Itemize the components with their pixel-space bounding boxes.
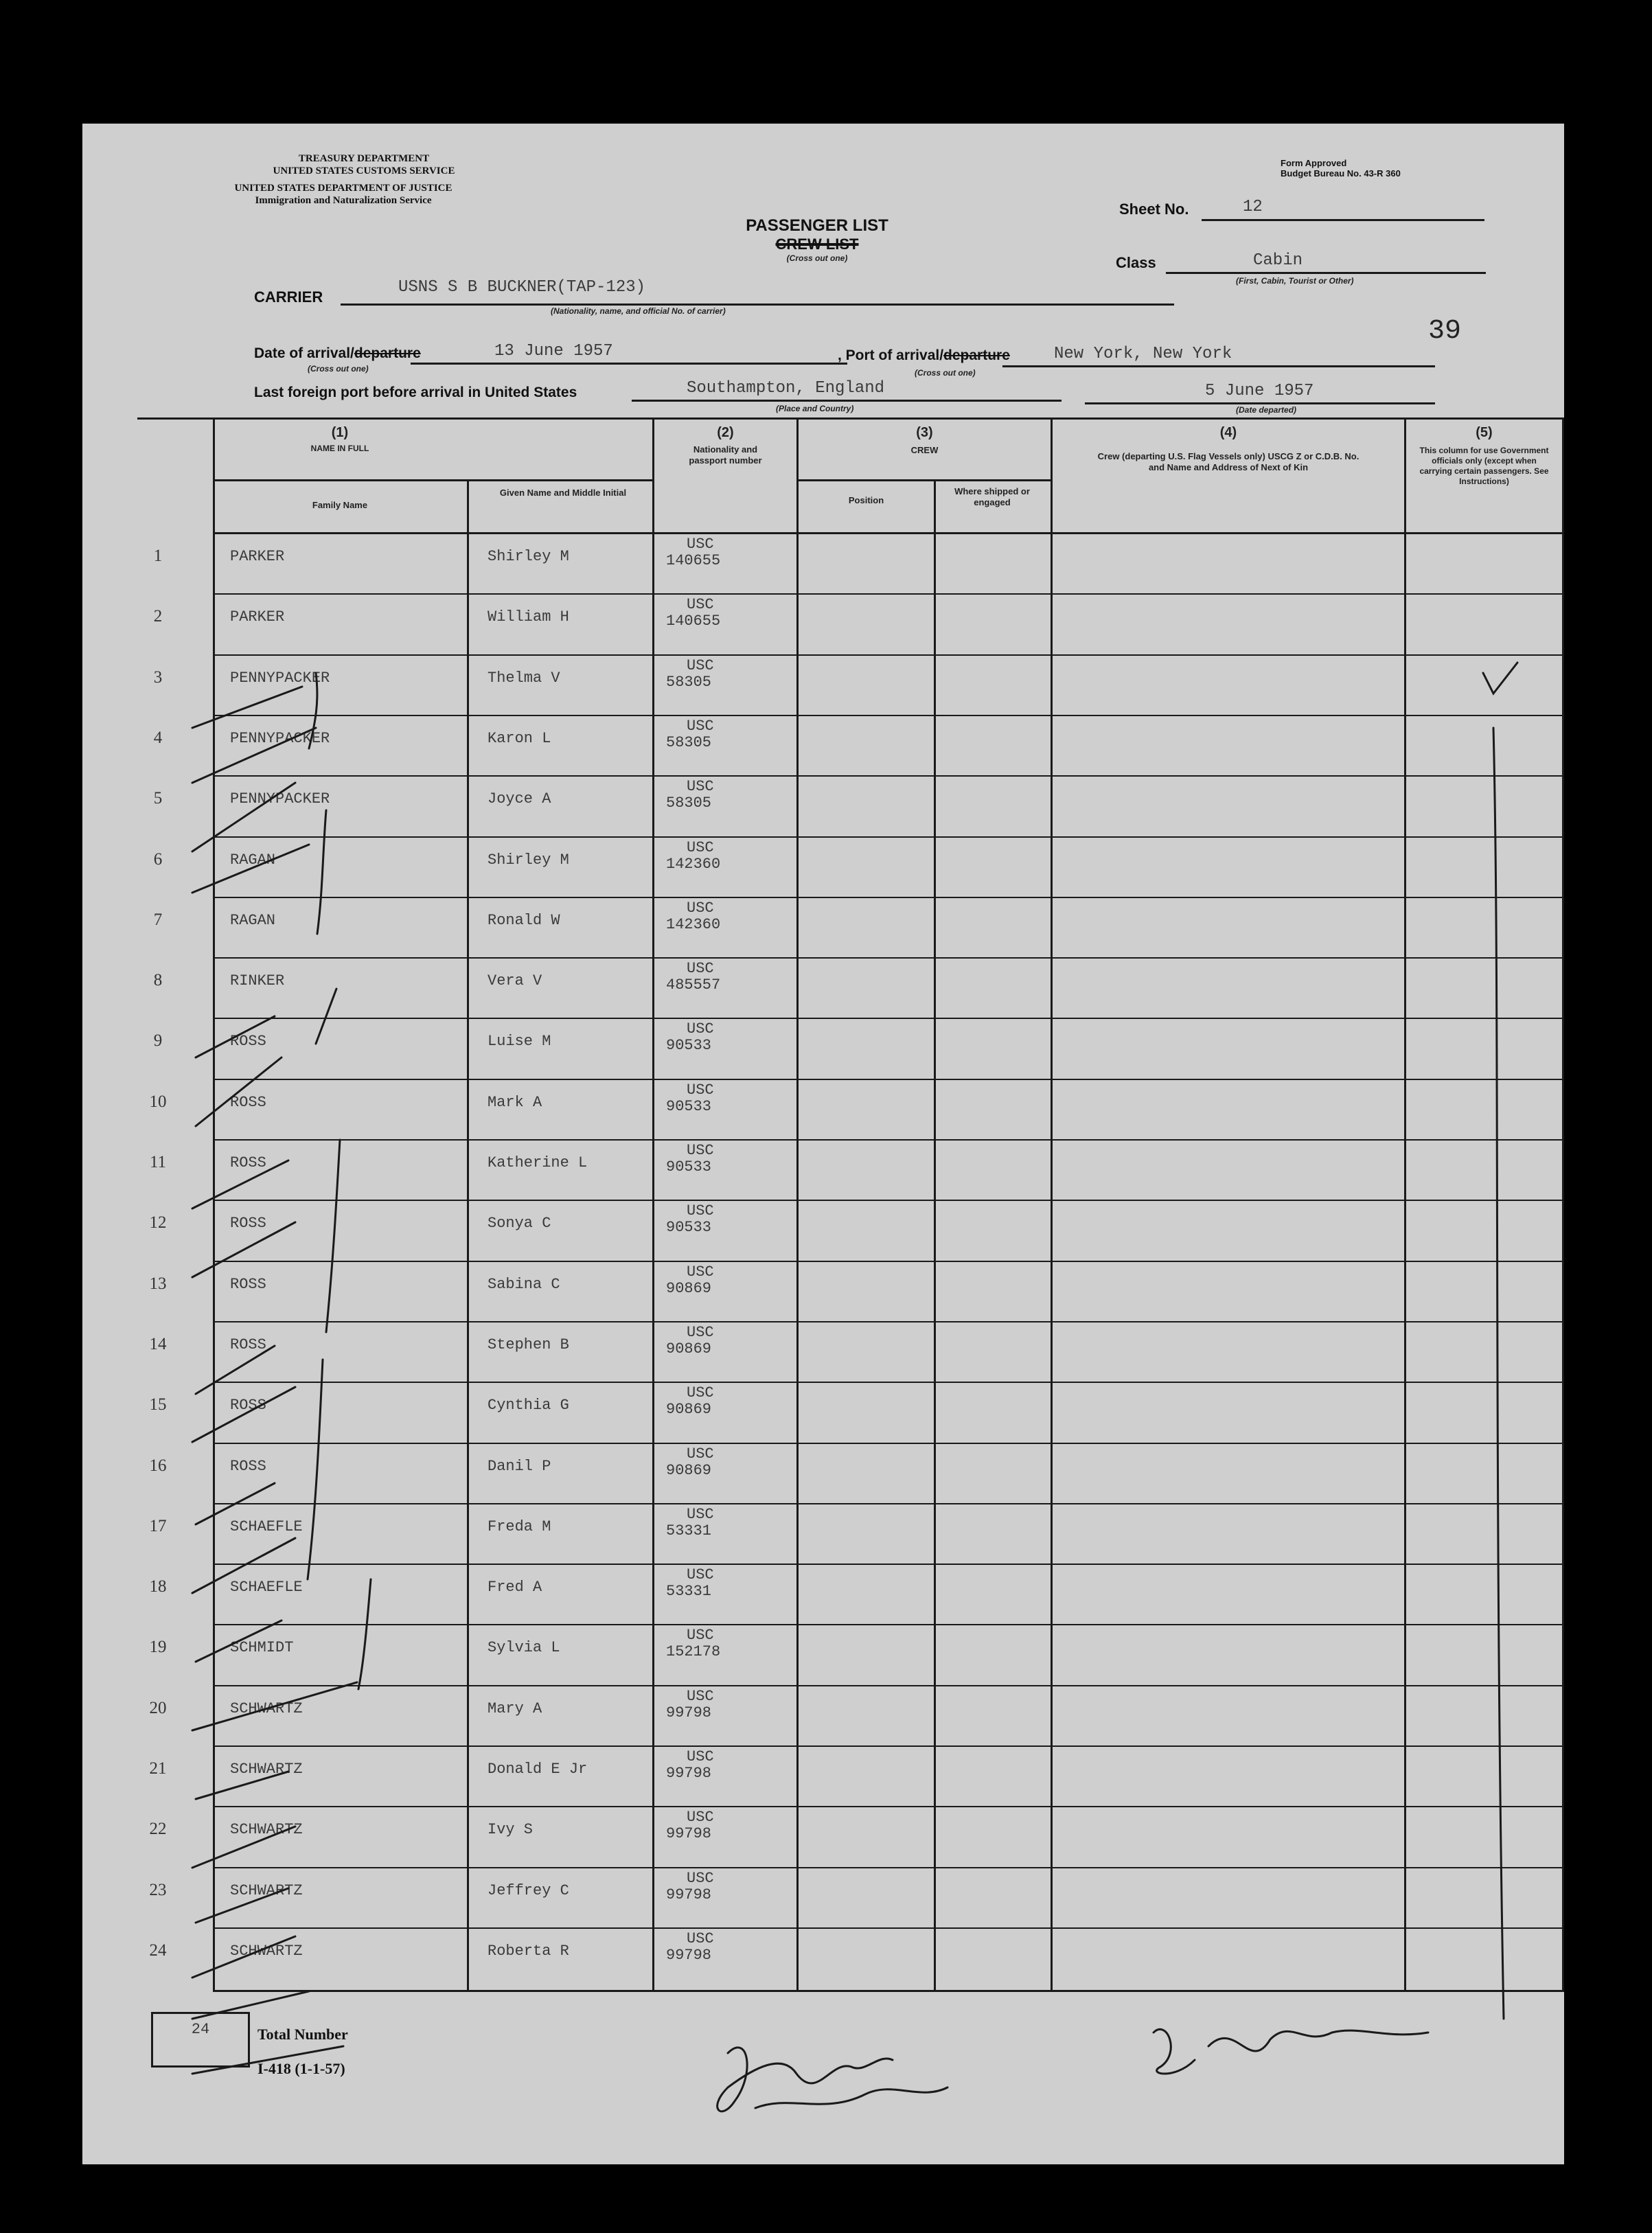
row-number: 5 <box>153 789 163 808</box>
agency-customs: UNITED STATES CUSTOMS SERVICE <box>273 165 455 176</box>
given-name: Danil P <box>487 1457 551 1475</box>
given-name: Vera V <box>487 972 542 990</box>
passport-number: 58305 <box>666 673 712 691</box>
passport-number: 99798 <box>666 1825 712 1843</box>
form-approved-line1: Form Approved <box>1281 158 1347 168</box>
nationality: USC <box>687 1142 714 1159</box>
nationality: USC <box>687 596 714 614</box>
nationality: USC <box>687 960 714 978</box>
family-name: ROSS <box>230 1154 266 1171</box>
given-name: Freda M <box>487 1518 551 1535</box>
sheet-label: Sheet No. <box>1119 201 1189 218</box>
nationality: USC <box>687 1566 714 1584</box>
handwritten-marks <box>137 522 1564 2170</box>
given-name: Katherine L <box>487 1154 588 1171</box>
given-name: Joyce A <box>487 790 551 808</box>
col3-title: CREW <box>910 445 939 455</box>
given-name: Cynthia G <box>487 1397 569 1415</box>
given-name: Roberta R <box>487 1942 569 1960</box>
page-title: PASSENGER LIST <box>746 216 888 235</box>
passport-number: 90869 <box>666 1461 712 1479</box>
family-name: PARKER <box>230 548 285 565</box>
port-label-block <box>838 347 1010 364</box>
passport-number: 58305 <box>666 733 712 751</box>
arrival-underline <box>411 363 847 365</box>
carrier-label: CARRIER <box>254 288 323 306</box>
arrival-label-text: Date of arrival/ <box>254 345 354 361</box>
given-name: Sylvia L <box>487 1639 560 1657</box>
stamp-number: 39 <box>1428 316 1462 347</box>
passport-number: 99798 <box>666 1704 712 1721</box>
check-down-line <box>1493 728 1504 2019</box>
row-number: 4 <box>153 728 163 747</box>
arrival-caption: (Cross out one) <box>308 364 369 374</box>
total-value: 24 <box>191 2021 210 2038</box>
col1-header <box>213 427 467 455</box>
passport-number: 53331 <box>666 1522 712 1539</box>
col4-header <box>1053 427 1404 473</box>
row-number: 11 <box>149 1153 167 1171</box>
nationality: USC <box>687 838 714 856</box>
table-top-rule <box>137 417 1564 420</box>
given-name: Thelma V <box>487 669 560 687</box>
class-underline <box>1166 272 1486 274</box>
given-name: Sabina C <box>487 1275 560 1293</box>
position-header: Position <box>848 495 884 505</box>
agency-justice-block <box>151 182 536 207</box>
last-port-underline <box>632 400 1062 402</box>
row-number: 19 <box>149 1638 167 1657</box>
row-number: 18 <box>149 1577 167 1596</box>
col4-title: Crew (departing U.S. Flag Vessels only) USCG Z or C.D.B. No. and Name and Address of Next of Kin <box>1097 451 1360 472</box>
form-approved <box>1281 158 1401 179</box>
given-name: Karon L <box>487 729 551 747</box>
date-departed-underline <box>1085 402 1435 404</box>
row-number: 17 <box>149 1516 167 1535</box>
given-name: Shirley M <box>487 548 569 565</box>
title-block <box>714 216 920 263</box>
form-id: I-418 (1-1-57) <box>257 2060 345 2077</box>
sub-rule-names <box>213 479 652 481</box>
passport-number: 152178 <box>666 1643 721 1661</box>
nationality: USC <box>687 1202 714 1220</box>
nationality: USC <box>687 1020 714 1038</box>
agency-header <box>220 152 508 177</box>
port-underline <box>1002 365 1435 367</box>
port-label: , Port of arrival/ <box>838 347 944 363</box>
nationality: USC <box>687 1081 714 1099</box>
given-name: Mark A <box>487 1093 542 1111</box>
last-port-label: Last foreign port before arrival in United States <box>254 385 577 400</box>
row-number: 24 <box>149 1940 167 1960</box>
given-name-header: Given Name and Middle Initial <box>499 488 627 498</box>
col5-title: This column for use Government officials only (except when carrying certain passengers. See Instructions) <box>1419 446 1549 486</box>
row-number: 12 <box>149 1213 167 1233</box>
family-name: RAGAN <box>230 911 276 929</box>
family-name: PENNYPACKER <box>230 729 330 747</box>
total-label: Total Number <box>257 2026 348 2043</box>
family-name: SCHAEFLE <box>230 1518 303 1535</box>
passport-number: 140655 <box>666 552 721 569</box>
row-number: 22 <box>149 1820 167 1839</box>
family-name: SCHWARTZ <box>230 1881 303 1899</box>
row-number: 9 <box>153 1031 163 1051</box>
given-name: Stephen B <box>487 1336 569 1353</box>
form-approved-line2: Budget Bureau No. 43-R 360 <box>1281 168 1401 179</box>
family-name: RINKER <box>230 972 285 990</box>
col5-num: (5) <box>1476 425 1493 440</box>
passport-number: 99798 <box>666 1946 712 1964</box>
passport-number: 142360 <box>666 915 721 933</box>
title-caption: (Cross out one) <box>786 253 848 263</box>
given-name: Ronald W <box>487 911 560 929</box>
given-name: Mary A <box>487 1699 542 1717</box>
checkmark-icon <box>1483 663 1517 694</box>
nationality: USC <box>687 536 714 553</box>
passport-number: 90533 <box>666 1097 712 1115</box>
crew-list-crossed: CREW LIST <box>775 236 859 253</box>
family-name: SCHWARTZ <box>230 1761 303 1778</box>
nationality: USC <box>687 717 714 735</box>
row-number: 16 <box>149 1456 167 1475</box>
class-value: Cabin <box>1253 251 1303 270</box>
arrival-crossed: departure <box>354 345 421 361</box>
family-name: ROSS <box>230 1457 266 1475</box>
passport-number: 90533 <box>666 1219 712 1237</box>
port-value: New York, New York <box>1054 345 1232 363</box>
col1-num: (1) <box>331 425 349 440</box>
passport-number: 90533 <box>666 1158 712 1176</box>
total-box <box>151 2012 250 2068</box>
arrival-label <box>254 345 421 362</box>
given-name: Sonya C <box>487 1215 551 1233</box>
nationality: USC <box>687 1445 714 1463</box>
port-crossed: departure <box>943 347 1010 363</box>
row-number: 3 <box>153 667 163 687</box>
class-label: Class <box>1116 254 1156 271</box>
given-name: Fred A <box>487 1579 542 1596</box>
shipped-header: Where shipped or engaged <box>954 486 1030 507</box>
port-caption: (Cross out one) <box>915 368 976 378</box>
col2-title: Nationality and passport number <box>689 444 762 466</box>
passport-number: 140655 <box>666 612 721 630</box>
family-name: SCHAEFLE <box>230 1579 303 1596</box>
col3-num: (3) <box>916 425 933 440</box>
carrier-caption: (Nationality, name, and official No. of carrier) <box>551 306 726 316</box>
sheet-underline <box>1202 219 1484 221</box>
row-number: 6 <box>153 849 163 869</box>
given-name: Ivy S <box>487 1821 534 1839</box>
form-sheet <box>82 124 1564 2164</box>
family-name: SCHWARTZ <box>230 1821 303 1839</box>
row-number: 2 <box>153 607 163 626</box>
passport-number: 90533 <box>666 1037 712 1055</box>
family-name: SCHWARTZ <box>230 1942 303 1960</box>
given-name: Shirley M <box>487 851 569 869</box>
passport-number: 58305 <box>666 794 712 812</box>
family-name: ROSS <box>230 1397 266 1415</box>
row-number: 15 <box>149 1395 167 1415</box>
given-name: Luise M <box>487 1033 551 1051</box>
col3-header <box>799 427 1051 456</box>
nationality: USC <box>687 1505 714 1523</box>
nationality: USC <box>687 1627 714 1645</box>
given-name: Donald E Jr <box>487 1761 588 1778</box>
family-name: PENNYPACKER <box>230 669 330 687</box>
row-number: 7 <box>153 910 163 929</box>
passport-number: 485557 <box>666 976 721 994</box>
agency-treasury: TREASURY DEPARTMENT <box>298 153 430 164</box>
class-caption: (First, Cabin, Tourist or Other) <box>1236 276 1354 286</box>
passport-number: 90869 <box>666 1340 712 1358</box>
nationality: USC <box>687 1263 714 1281</box>
given-name: Jeffrey C <box>487 1881 569 1899</box>
family-name: PARKER <box>230 608 285 626</box>
agency-justice: UNITED STATES DEPARTMENT OF JUSTICE <box>234 183 452 194</box>
family-name: SCHMIDT <box>230 1639 294 1657</box>
row-number: 13 <box>149 1274 167 1293</box>
family-name: PENNYPACKER <box>230 790 330 808</box>
nationality: USC <box>687 1323 714 1341</box>
row-number: 1 <box>153 547 163 565</box>
passport-number: 99798 <box>666 1765 712 1782</box>
row-number: 8 <box>153 971 163 990</box>
row-number: 23 <box>149 1880 167 1899</box>
family-name: ROSS <box>230 1033 266 1051</box>
row-number: 14 <box>149 1334 167 1353</box>
nationality: USC <box>687 1384 714 1402</box>
col2-header <box>654 427 796 466</box>
col4-num: (4) <box>1219 425 1237 440</box>
sheet-value: 12 <box>1243 198 1263 216</box>
date-departed-caption: (Date departed) <box>1236 405 1297 415</box>
date-departed: 5 June 1957 <box>1205 382 1314 400</box>
given-name: William H <box>487 608 569 626</box>
col5-header <box>1406 427 1562 487</box>
nationality: USC <box>687 656 714 674</box>
sub-rule-crew <box>796 479 1051 481</box>
family-name: SCHWARTZ <box>230 1699 303 1717</box>
row-number: 21 <box>149 1759 167 1778</box>
nationality: USC <box>687 1869 714 1887</box>
nationality: USC <box>687 899 714 917</box>
nationality: USC <box>687 1748 714 1765</box>
family-name: ROSS <box>230 1215 266 1233</box>
agency-ins: Immigration and Naturalization Service <box>255 195 432 206</box>
last-port-caption: (Place and Country) <box>776 404 854 413</box>
family-name: ROSS <box>230 1336 266 1353</box>
passport-number: 90869 <box>666 1279 712 1297</box>
nationality: USC <box>687 1809 714 1827</box>
row-number: 20 <box>149 1698 167 1717</box>
passport-number: 99798 <box>666 1886 712 1903</box>
family-name: ROSS <box>230 1275 266 1293</box>
nationality: USC <box>687 1687 714 1705</box>
passport-number: 53331 <box>666 1583 712 1601</box>
carrier-value: USNS S B BUCKNER(TAP-123) <box>398 278 646 297</box>
passport-number: 142360 <box>666 855 721 873</box>
family-name: ROSS <box>230 1093 266 1111</box>
arrival-date: 13 June 1957 <box>494 342 613 360</box>
passport-number: 90869 <box>666 1401 712 1419</box>
col2-num: (2) <box>717 425 734 440</box>
family-name: RAGAN <box>230 851 276 869</box>
row-number: 10 <box>149 1092 167 1111</box>
nationality: USC <box>687 778 714 796</box>
nationality: USC <box>687 1929 714 1947</box>
last-port-value: Southampton, England <box>687 379 885 398</box>
col1-title: NAME IN FULL <box>310 444 369 453</box>
family-name-header: Family Name <box>312 500 368 510</box>
carrier-underline <box>341 304 1174 306</box>
